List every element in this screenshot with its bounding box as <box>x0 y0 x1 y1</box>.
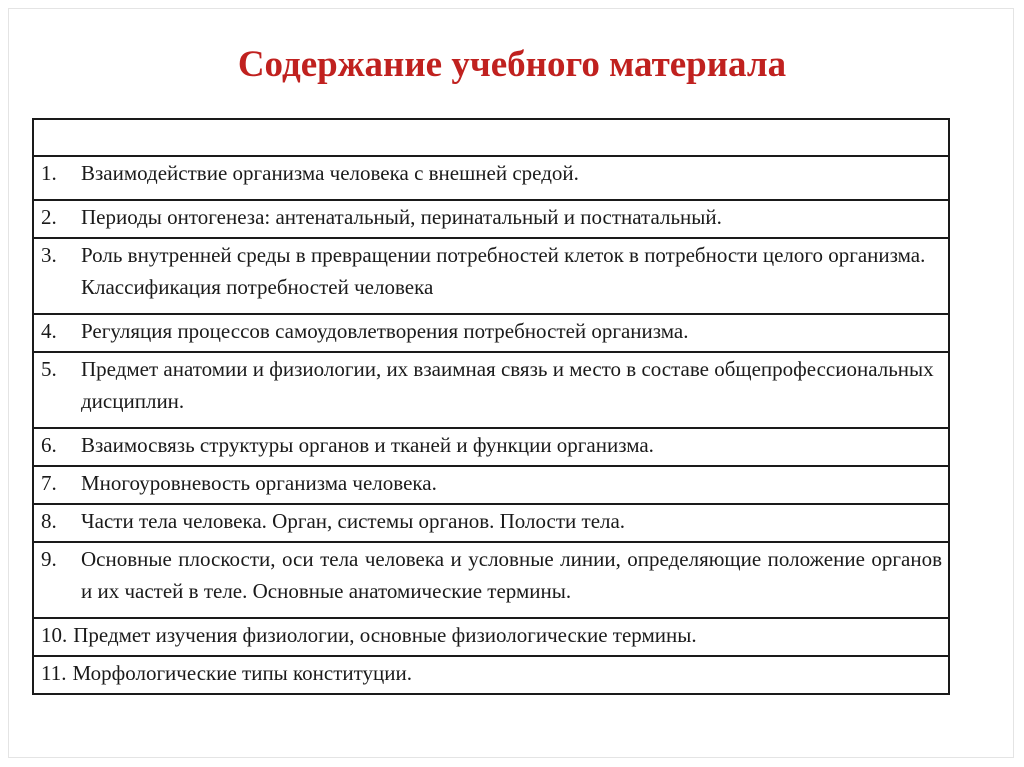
item-text: Регуляция процессов самоудовлетворения потребностей организма. <box>81 319 689 343</box>
table-row <box>33 200 949 238</box>
table-row <box>33 314 949 352</box>
slide-title: Содержание учебного материала <box>237 44 787 85</box>
item-text: Основные плоскости, оси тела человека и условные линии, определяющие положение органов и их частей в теле. Основные анатомические термины. <box>81 547 942 603</box>
table-cell <box>33 618 949 656</box>
table-row <box>33 542 949 618</box>
table-row <box>33 352 949 428</box>
item-text: Предмет анатомии и физиологии, их взаимная связь и место в составе общепрофессиональных дисциплин. <box>81 357 934 413</box>
table-row <box>33 156 949 200</box>
table-row <box>33 238 949 314</box>
table-cell <box>33 542 949 618</box>
table-cell <box>33 504 949 542</box>
table-cell <box>33 466 949 504</box>
content-table <box>32 118 950 695</box>
table-row <box>33 504 949 542</box>
item-number: 6. <box>41 433 57 457</box>
item-number: 11. <box>41 661 67 685</box>
item-text: Предмет изучения физиологии, основные физиологические термины. <box>73 623 697 647</box>
item-number: 2. <box>41 205 57 229</box>
table-row <box>33 618 949 656</box>
item-number: 5. <box>41 357 57 381</box>
table-cell <box>33 200 949 238</box>
item-number: 7. <box>41 471 57 495</box>
item-text: Роль внутренней среды в превращении потребностей клеток в потребности целого организма. Классификация потребностей человека <box>81 243 926 299</box>
item-number: 1. <box>41 161 57 185</box>
table-cell <box>33 156 949 200</box>
item-number: 4. <box>41 319 57 343</box>
item-text: Периоды онтогенеза: антенатальный, перинатальный и постнатальный. <box>81 205 722 229</box>
table-row <box>33 656 949 694</box>
table-row <box>33 466 949 504</box>
item-number: 9. <box>41 547 57 571</box>
item-text: Многоуровневость организма человека. <box>81 471 437 495</box>
item-text: Взаимосвязь структуры органов и тканей и функции организма. <box>81 433 654 457</box>
table-cell <box>33 656 949 694</box>
table-row <box>33 428 949 466</box>
item-number: 3. <box>41 243 57 267</box>
table-cell <box>33 428 949 466</box>
item-number: 10. <box>41 623 68 647</box>
table-cell <box>33 352 949 428</box>
item-text: Части тела человека. Орган, системы органов. Полости тела. <box>81 509 626 533</box>
table-header-cell <box>33 119 949 156</box>
table-cell <box>33 314 949 352</box>
table-header-row <box>33 119 949 156</box>
item-text: Морфологические типы конституции. <box>72 661 413 685</box>
item-text: Взаимодействие организма человека с внешней средой. <box>81 161 579 185</box>
table-cell <box>33 238 949 314</box>
item-number: 8. <box>41 509 57 533</box>
